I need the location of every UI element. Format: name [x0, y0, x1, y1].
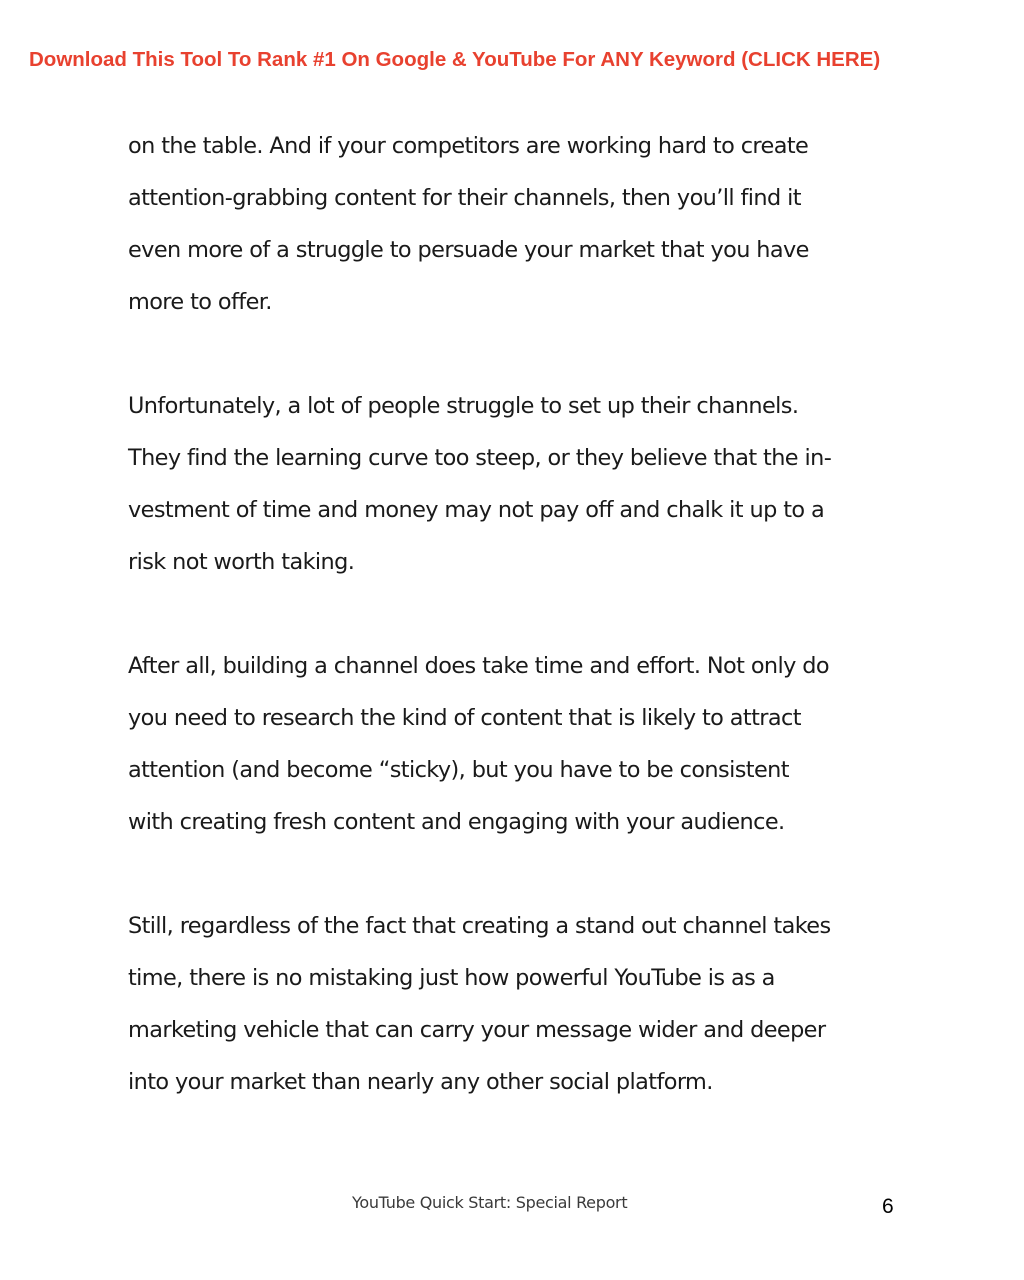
paragraph-line: into your market than nearly any other social platform. — [128, 1069, 713, 1095]
paragraph-spacer — [128, 328, 908, 380]
paragraph-line: attention-grabbing content for their channels, then you’ll find it — [128, 185, 801, 211]
paragraph-line: vestment of time and money may not pay off and chalk it up to a — [128, 497, 825, 523]
paragraph-spacer — [128, 588, 908, 640]
report-body — [128, 120, 908, 1108]
footer-report-title: YouTube Quick Start: Special Report — [352, 1193, 628, 1212]
paragraph-line: attention (and become “sticky), but you have to be consistent — [128, 757, 789, 783]
promo-download-link[interactable]: Download This Tool To Rank #1 On Google & YouTube For ANY Keyword (CLICK HERE) — [29, 48, 881, 71]
paragraph-1 — [128, 120, 908, 328]
paragraph-line: with creating fresh content and engaging with your audience. — [128, 809, 785, 835]
paragraph-spacer — [128, 848, 908, 900]
paragraph-line: time, there is no mistaking just how powerful YouTube is as a — [128, 965, 775, 991]
paragraph-line: After all, building a channel does take time and effort. Not only do — [128, 653, 830, 679]
paragraph-line: They find the learning curve too steep, or they believe that the in- — [128, 445, 832, 471]
page-number: 6 — [882, 1195, 894, 1218]
paragraph-3 — [128, 640, 908, 848]
paragraph-line: you need to research the kind of content that is likely to attract — [128, 705, 801, 731]
paragraph-line: even more of a struggle to persuade your market that you have — [128, 237, 809, 263]
paragraph-line: Still, regardless of the fact that creating a stand out channel takes — [128, 913, 831, 939]
paragraph-line: Unfortunately, a lot of people struggle to set up their channels. — [128, 393, 799, 419]
paragraph-2 — [128, 380, 908, 588]
paragraph-line: on the table. And if your competitors are working hard to create — [128, 133, 809, 159]
paragraph-line: marketing vehicle that can carry your message wider and deeper — [128, 1017, 826, 1043]
paragraph-line: more to offer. — [128, 289, 272, 315]
paragraph-4 — [128, 900, 908, 1108]
paragraph-line: risk not worth taking. — [128, 549, 355, 575]
